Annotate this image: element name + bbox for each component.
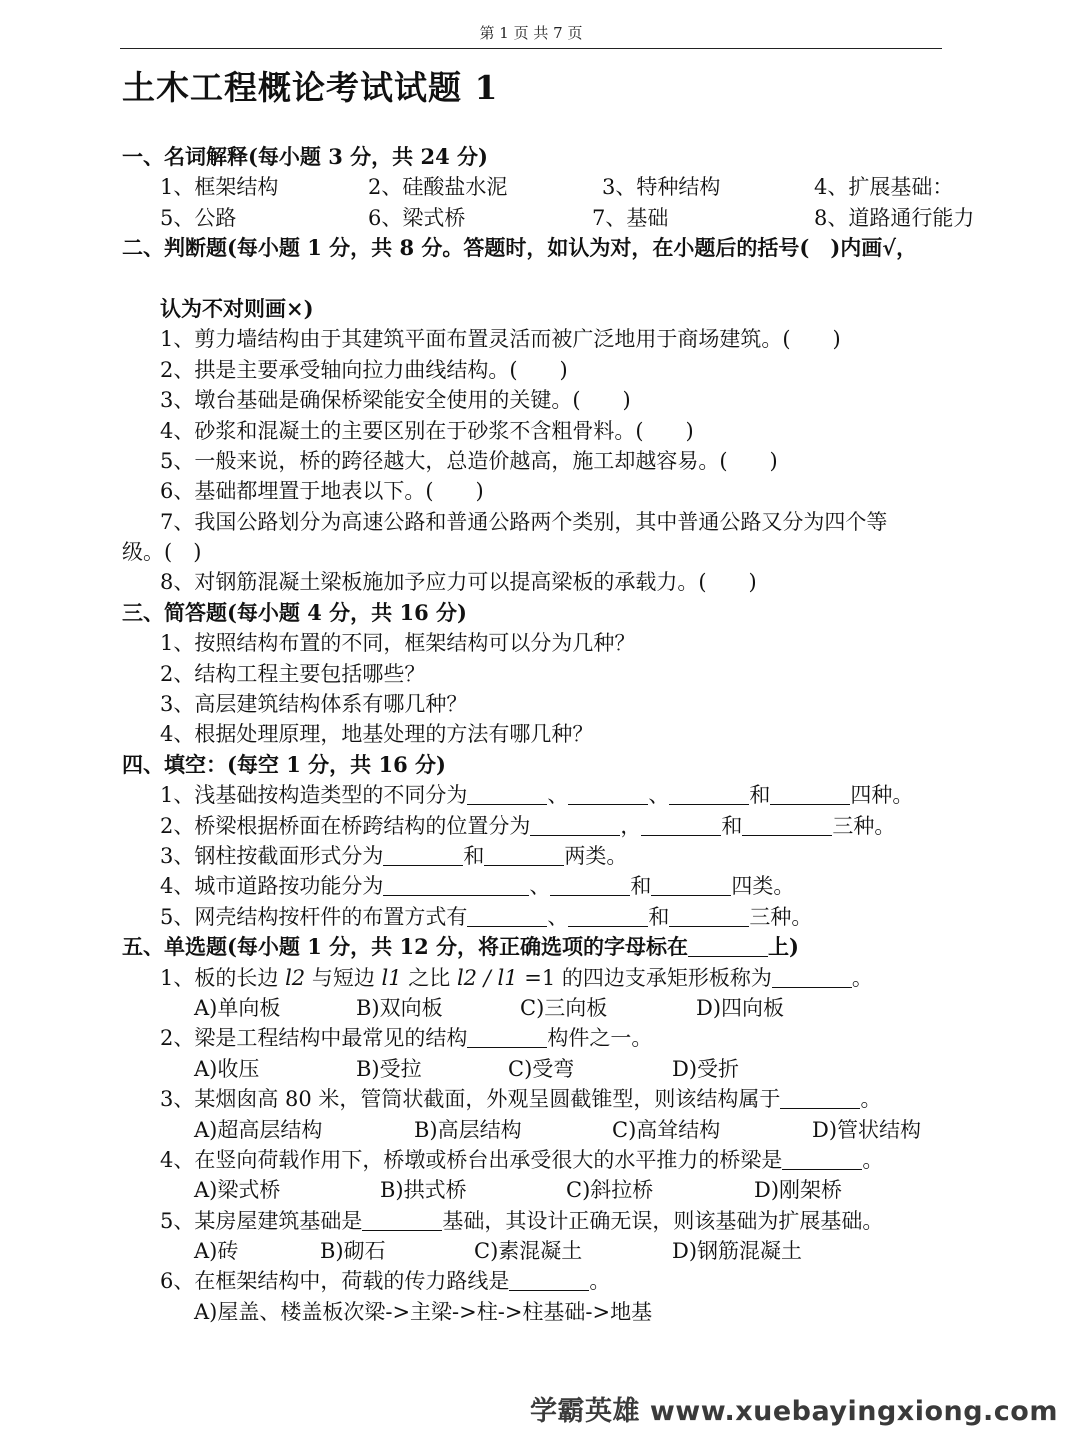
answer-blank [383, 843, 463, 866]
answer-blank [568, 904, 648, 927]
answer-blank [530, 813, 620, 836]
section-5-heading: 五、单选题(每小题 1 分，共 12 分，将正确选项的字母标在 上) [122, 934, 799, 960]
choice-options [122, 1054, 982, 1084]
short-answer-item: 3、高层建筑结构体系有哪几种？ [160, 692, 468, 717]
choice-option: D)管状结构 [812, 1117, 922, 1142]
term-item: 7、基础 [592, 205, 669, 230]
choice-option: D)钢筋混凝土 [672, 1239, 803, 1264]
fill-blank-item: 1、浅基础按构造类型的不同分为 、 、 和 四种。 [160, 783, 914, 808]
answer-blank [509, 1268, 589, 1291]
answer-blank [669, 782, 749, 805]
choice-option: D)受折 [672, 1056, 740, 1081]
section-2-heading-cont: 认为不对则画×) [160, 295, 314, 321]
terms-row-2 [122, 203, 982, 233]
choice-option: A)单向板 [194, 995, 281, 1020]
choice-options [122, 1236, 982, 1266]
choice-option: B)高层结构 [414, 1117, 522, 1142]
answer-blank [780, 1086, 860, 1109]
answer-blank [550, 873, 630, 896]
short-answer-item: 4、根据处理原理，地基处理的方法有哪几种？ [160, 722, 594, 747]
choice-question: 2、梁是工程结构中最常见的结构 构件之一。 [160, 1026, 653, 1051]
page-title: 土木工程概论考试试题 1 [122, 68, 499, 107]
short-answer-item: 1、按照结构布置的不同，框架结构可以分为几种？ [160, 631, 636, 656]
judgement-item: 6、基础都埋置于地表以下。( ) [160, 479, 484, 504]
answer-blank [742, 813, 832, 836]
choice-option: B)砌石 [320, 1239, 386, 1264]
term-item: 3、特种结构 [602, 175, 721, 200]
answer-blank [688, 934, 768, 957]
choice-option: C)受弯 [508, 1056, 575, 1081]
judgement-item: 7、我国公路划分为高速公路和普通公路两个类别，其中普通公路又分为四个等 [160, 509, 888, 534]
answer-blank [651, 873, 731, 896]
term-item: 8、道路通行能力 [814, 205, 975, 230]
fill-blank-item: 3、钢柱按截面形式分为 和 两类。 [160, 844, 628, 868]
choice-option: C)高耸结构 [612, 1117, 721, 1142]
term-item: 1、框架结构 [160, 175, 279, 200]
choice-option: B)双向板 [356, 995, 443, 1020]
choice-option: D)刚架桥 [754, 1178, 843, 1203]
fill-blank-item: 4、城市道路按功能分为 、 和 四类。 [160, 874, 795, 899]
term-item: 4、扩展基础： [814, 175, 954, 200]
answer-blank [782, 1147, 862, 1170]
fill-blank-item: 2、桥梁根据桥面在桥跨结构的位置分为 ， 和 三种。 [160, 813, 896, 838]
answer-blank [641, 813, 721, 836]
section-1-heading: 一、名词解释(每小题 3 分，共 24 分) [122, 144, 488, 169]
term-item: 2、硅酸盐水泥 [368, 175, 508, 200]
choice-question: 1、板的长边 l2 与短边 l1 之比 l2 / l1 =1 的四边支承矩形板称为 。 [160, 965, 873, 990]
answer-blank [669, 904, 749, 927]
judgement-item: 1、剪力墙结构由于其建筑平面布置灵活而被广泛地用于商场建筑。( ) [160, 327, 841, 352]
judgement-item: 3、墩台基础是确保桥梁能安全使用的关键。( ) [160, 388, 631, 413]
answer-blank [770, 782, 850, 805]
choice-option: B)拱式桥 [380, 1178, 467, 1203]
answer-blank [362, 1208, 442, 1231]
page-header: 第 1 页 共 7 页 [120, 22, 942, 49]
short-answer-item: 2、结构工程主要包括哪些？ [160, 661, 426, 686]
judgement-item: 5、一般来说，桥的跨径越大，总造价越高，施工却越容易。( ) [160, 448, 778, 473]
terms-row-1 [122, 172, 982, 202]
choice-options [122, 993, 982, 1023]
choice-question: 6、在框架结构中，荷载的传力路线是 。 [160, 1269, 611, 1294]
answer-blank [484, 843, 564, 866]
judgement-item: 2、拱是主要承受轴向拉力曲线结构。( ) [160, 357, 568, 382]
choice-option: B)受拉 [356, 1056, 422, 1081]
choice-option: A)砖 [194, 1239, 239, 1264]
section-3-heading: 三、简答题(每小题 4 分，共 16 分) [122, 599, 467, 625]
choice-option: A)屋盖、楼盖板次梁->主梁->柱->柱基础->地基 [194, 1299, 653, 1324]
answer-blank [772, 965, 852, 988]
choice-question: 3、某烟囱高 80 米，管筒状截面，外观呈圆截锥型，则该结构属于 。 [160, 1087, 882, 1112]
answer-blank [467, 782, 547, 805]
choice-option: A)梁式桥 [194, 1178, 281, 1203]
answer-blank [467, 1025, 547, 1048]
choice-option: A)超高层结构 [194, 1117, 323, 1142]
answer-blank [467, 904, 547, 927]
judgement-item-cont: 级。( ) [122, 540, 202, 565]
judgement-item: 8、对钢筋混凝土梁板施加予应力可以提高梁板的承载力。( ) [160, 570, 757, 595]
term-item: 5、公路 [160, 205, 237, 230]
term-item: 6、梁式桥 [368, 205, 466, 230]
choice-option: C)素混凝土 [474, 1239, 583, 1264]
choice-option: C)三向板 [520, 995, 608, 1020]
judgement-item: 4、砂浆和混凝土的主要区别在于砂浆不含粗骨料。( ) [160, 418, 694, 443]
choice-question: 5、某房屋建筑基础是 基础，其设计正确无误，则该基础为扩展基础。 [160, 1208, 884, 1233]
choice-options [122, 1175, 982, 1205]
choice-option: A)收压 [194, 1056, 260, 1081]
site-watermark: 学霸英雄 www.xuebayingxiong.com [529, 1396, 1058, 1427]
section-2-heading: 二、判断题(每小题 1 分，共 8 分。答题时，如认为对，在小题后的括号( )内画√， [122, 235, 918, 261]
answer-blank [568, 782, 648, 805]
answer-blank [383, 873, 529, 896]
choice-options [122, 1115, 982, 1145]
exam-content [122, 142, 982, 1327]
choice-question: 4、在竖向荷载作用下，桥墩或桥台出承受很大的水平推力的桥梁是 。 [160, 1147, 884, 1172]
section-4-heading: 四、填空：(每空 1 分，共 16 分) [122, 751, 446, 777]
fill-blank-item: 5、网壳结构按杆件的布置方式有 、 和 三种。 [160, 904, 813, 929]
choice-option: C)斜拉桥 [566, 1178, 654, 1203]
choice-option: D)四向板 [696, 995, 785, 1020]
